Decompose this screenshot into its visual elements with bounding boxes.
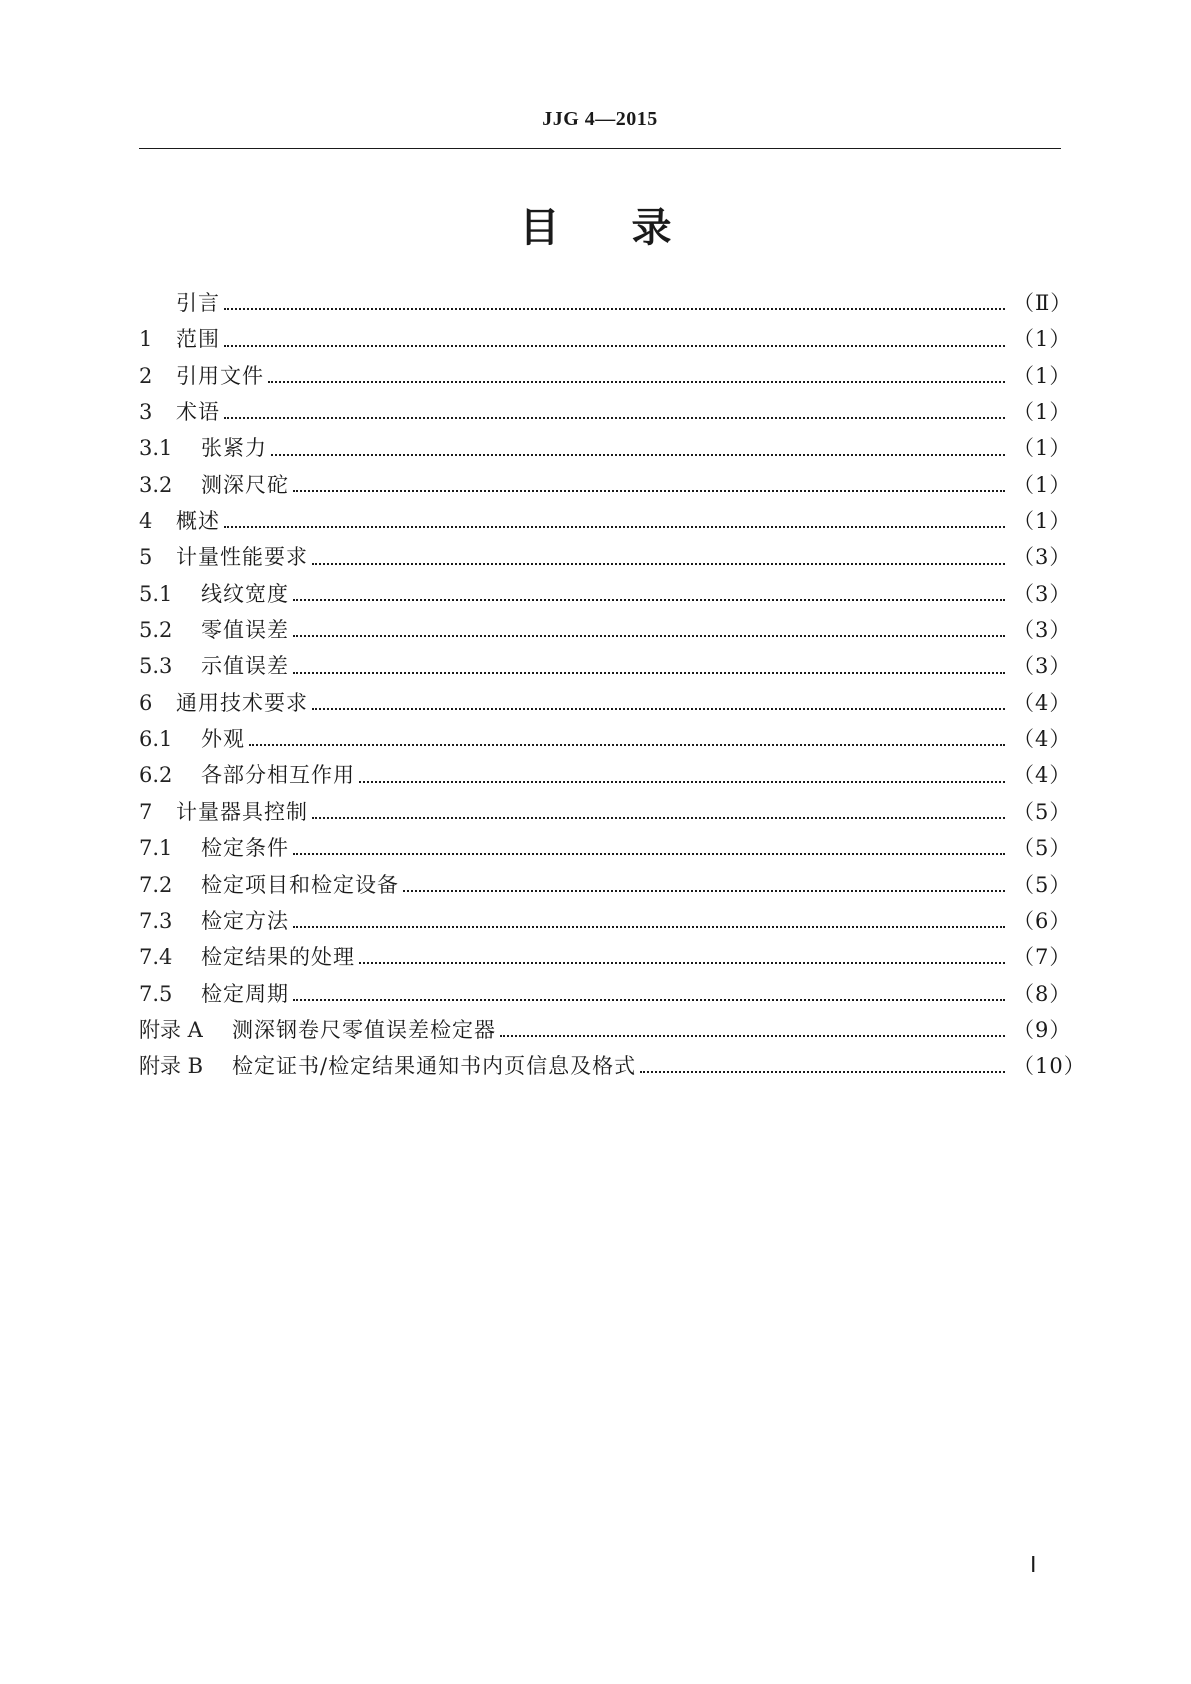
dot-leader [403, 888, 1005, 892]
toc-entry-label: 检定证书/检定结果通知书内页信息及格式 [232, 1054, 637, 1079]
dot-leader [224, 524, 1005, 528]
dot-leader [293, 997, 1005, 1001]
toc-entry[interactable] [139, 978, 1072, 1014]
dot-leader [640, 1069, 1005, 1073]
toc-entry[interactable] [139, 869, 1072, 905]
toc-entry-label: 检定条件 [201, 836, 289, 861]
toc-entry-page: （10） [1013, 1054, 1086, 1079]
toc-entry[interactable] [139, 578, 1072, 614]
toc-entry-page: （3） [1013, 618, 1072, 643]
toc-entry[interactable] [139, 759, 1072, 795]
toc-entry-page: （Ⅱ） [1013, 291, 1073, 315]
dot-leader [224, 343, 1005, 347]
toc-entry-label: 线纹宽度 [201, 581, 289, 606]
toc-entry-label: 测深尺砣 [201, 472, 289, 497]
toc-entry-page: （5） [1013, 799, 1072, 824]
toc-entry-label: 检定周期 [201, 981, 289, 1006]
table-of-contents [139, 287, 1086, 1087]
toc-entry-number: 5.1 [139, 581, 173, 606]
document-code-header: JJG 4—2015 [542, 108, 658, 130]
dot-leader [293, 633, 1005, 637]
toc-entry-page: （3） [1013, 654, 1072, 679]
toc-entry-number: 5 [139, 545, 153, 570]
toc-entry[interactable] [139, 360, 1072, 396]
toc-entry-number: 6.1 [139, 727, 173, 752]
toc-entry-label: 通用技术要求 [176, 690, 308, 715]
toc-entry-label: 检定项目和检定设备 [201, 872, 399, 897]
toc-entry-page: （4） [1013, 690, 1072, 715]
toc-entry-label: 零值误差 [201, 618, 289, 643]
toc-entry-label: 引用文件 [176, 363, 264, 388]
toc-entry[interactable] [139, 1014, 1072, 1050]
toc-entry[interactable] [139, 723, 1072, 759]
toc-entry[interactable] [139, 796, 1072, 832]
toc-entry-page: （3） [1013, 545, 1072, 570]
toc-entry-number: 6.2 [139, 763, 173, 788]
dot-leader [293, 597, 1005, 601]
toc-entry[interactable] [139, 323, 1072, 359]
toc-entry-label: 术语 [176, 400, 220, 425]
toc-entry-label: 检定结果的处理 [201, 945, 355, 970]
toc-entry-number: 3.1 [139, 436, 173, 461]
page-folio: Ⅰ [1030, 1552, 1037, 1577]
dot-leader [224, 415, 1005, 419]
toc-entry[interactable] [139, 541, 1072, 577]
dot-leader [500, 1033, 1005, 1037]
dot-leader [293, 670, 1005, 674]
toc-entry-page: （4） [1013, 763, 1072, 788]
dot-leader [293, 488, 1005, 492]
toc-entry[interactable] [139, 650, 1072, 686]
toc-entry-label: 检定方法 [201, 908, 289, 933]
toc-entry[interactable] [139, 905, 1072, 941]
toc-entry-number: 附录 A [139, 1017, 203, 1042]
toc-entry-page: （1） [1013, 327, 1072, 352]
dot-leader [268, 379, 1005, 383]
toc-entry-label: 测深钢卷尺零值误差检定器 [232, 1017, 496, 1042]
toc-entry-number: 3.2 [139, 472, 173, 497]
toc-entry-page: （5） [1013, 836, 1072, 861]
toc-entry-label: 引言 [176, 291, 220, 315]
toc-entry-number: 2 [139, 363, 153, 388]
toc-entry-page: （6） [1013, 908, 1072, 933]
toc-entry[interactable] [139, 1050, 1086, 1086]
dot-leader [312, 561, 1005, 565]
toc-entry[interactable] [139, 941, 1072, 977]
toc-entry-number: 6 [139, 690, 153, 715]
toc-entry-page: （1） [1013, 509, 1072, 534]
toc-entry-page: （8） [1013, 981, 1072, 1006]
toc-entry-label: 范围 [176, 327, 220, 352]
toc-entry-page: （1） [1013, 363, 1072, 388]
page-title: 目 录 [519, 205, 672, 251]
toc-entry-number: 7.2 [139, 872, 173, 897]
toc-entry-page: （1） [1013, 472, 1072, 497]
toc-entry-page: （1） [1013, 400, 1072, 425]
toc-entry[interactable] [139, 614, 1072, 650]
header-rule [139, 148, 1061, 149]
toc-entry[interactable] [139, 469, 1072, 505]
toc-entry-label: 各部分相互作用 [201, 763, 355, 788]
dot-leader [271, 452, 1005, 456]
toc-entry[interactable] [139, 396, 1072, 432]
toc-entry-number: 5.2 [139, 618, 173, 643]
toc-entry-page: （5） [1013, 872, 1072, 897]
toc-entry-number: 附录 B [139, 1054, 204, 1079]
toc-entry[interactable] [139, 432, 1072, 468]
toc-entry-label: 计量性能要求 [176, 545, 308, 570]
dot-leader [293, 924, 1005, 928]
dot-leader [293, 851, 1005, 855]
toc-entry-number: 7 [139, 799, 153, 824]
toc-entry-page: （9） [1013, 1017, 1072, 1042]
toc-entry-label: 张紧力 [201, 436, 267, 461]
toc-entry-number: 3 [139, 400, 153, 425]
toc-entry-page: （4） [1013, 727, 1072, 752]
toc-entry-number: 4 [139, 509, 153, 534]
toc-entry[interactable] [139, 687, 1072, 723]
toc-entry-number: 7.3 [139, 908, 173, 933]
toc-entry-page: （3） [1013, 581, 1072, 606]
toc-entry-label: 计量器具控制 [176, 799, 308, 824]
dot-leader [359, 960, 1005, 964]
toc-entry-number: 7.1 [139, 836, 173, 861]
toc-entry-label: 示值误差 [201, 654, 289, 679]
toc-entry-page: （7） [1013, 945, 1072, 970]
dot-leader [359, 779, 1005, 783]
toc-entry-page: （1） [1013, 436, 1072, 461]
dot-leader [312, 706, 1005, 710]
toc-entry-label: 概述 [176, 509, 220, 534]
toc-entry-number: 7.5 [139, 981, 173, 1006]
dot-leader [249, 742, 1005, 746]
toc-entry[interactable] [139, 505, 1072, 541]
toc-entry[interactable] [139, 832, 1072, 868]
dot-leader [224, 306, 1005, 310]
dot-leader [312, 815, 1005, 819]
toc-entry-number: 5.3 [139, 654, 173, 679]
toc-entry-number: 7.4 [139, 945, 173, 970]
toc-entry[interactable] [139, 287, 1073, 323]
toc-entry-label: 外观 [201, 727, 245, 752]
toc-entry-number: 1 [139, 327, 153, 352]
